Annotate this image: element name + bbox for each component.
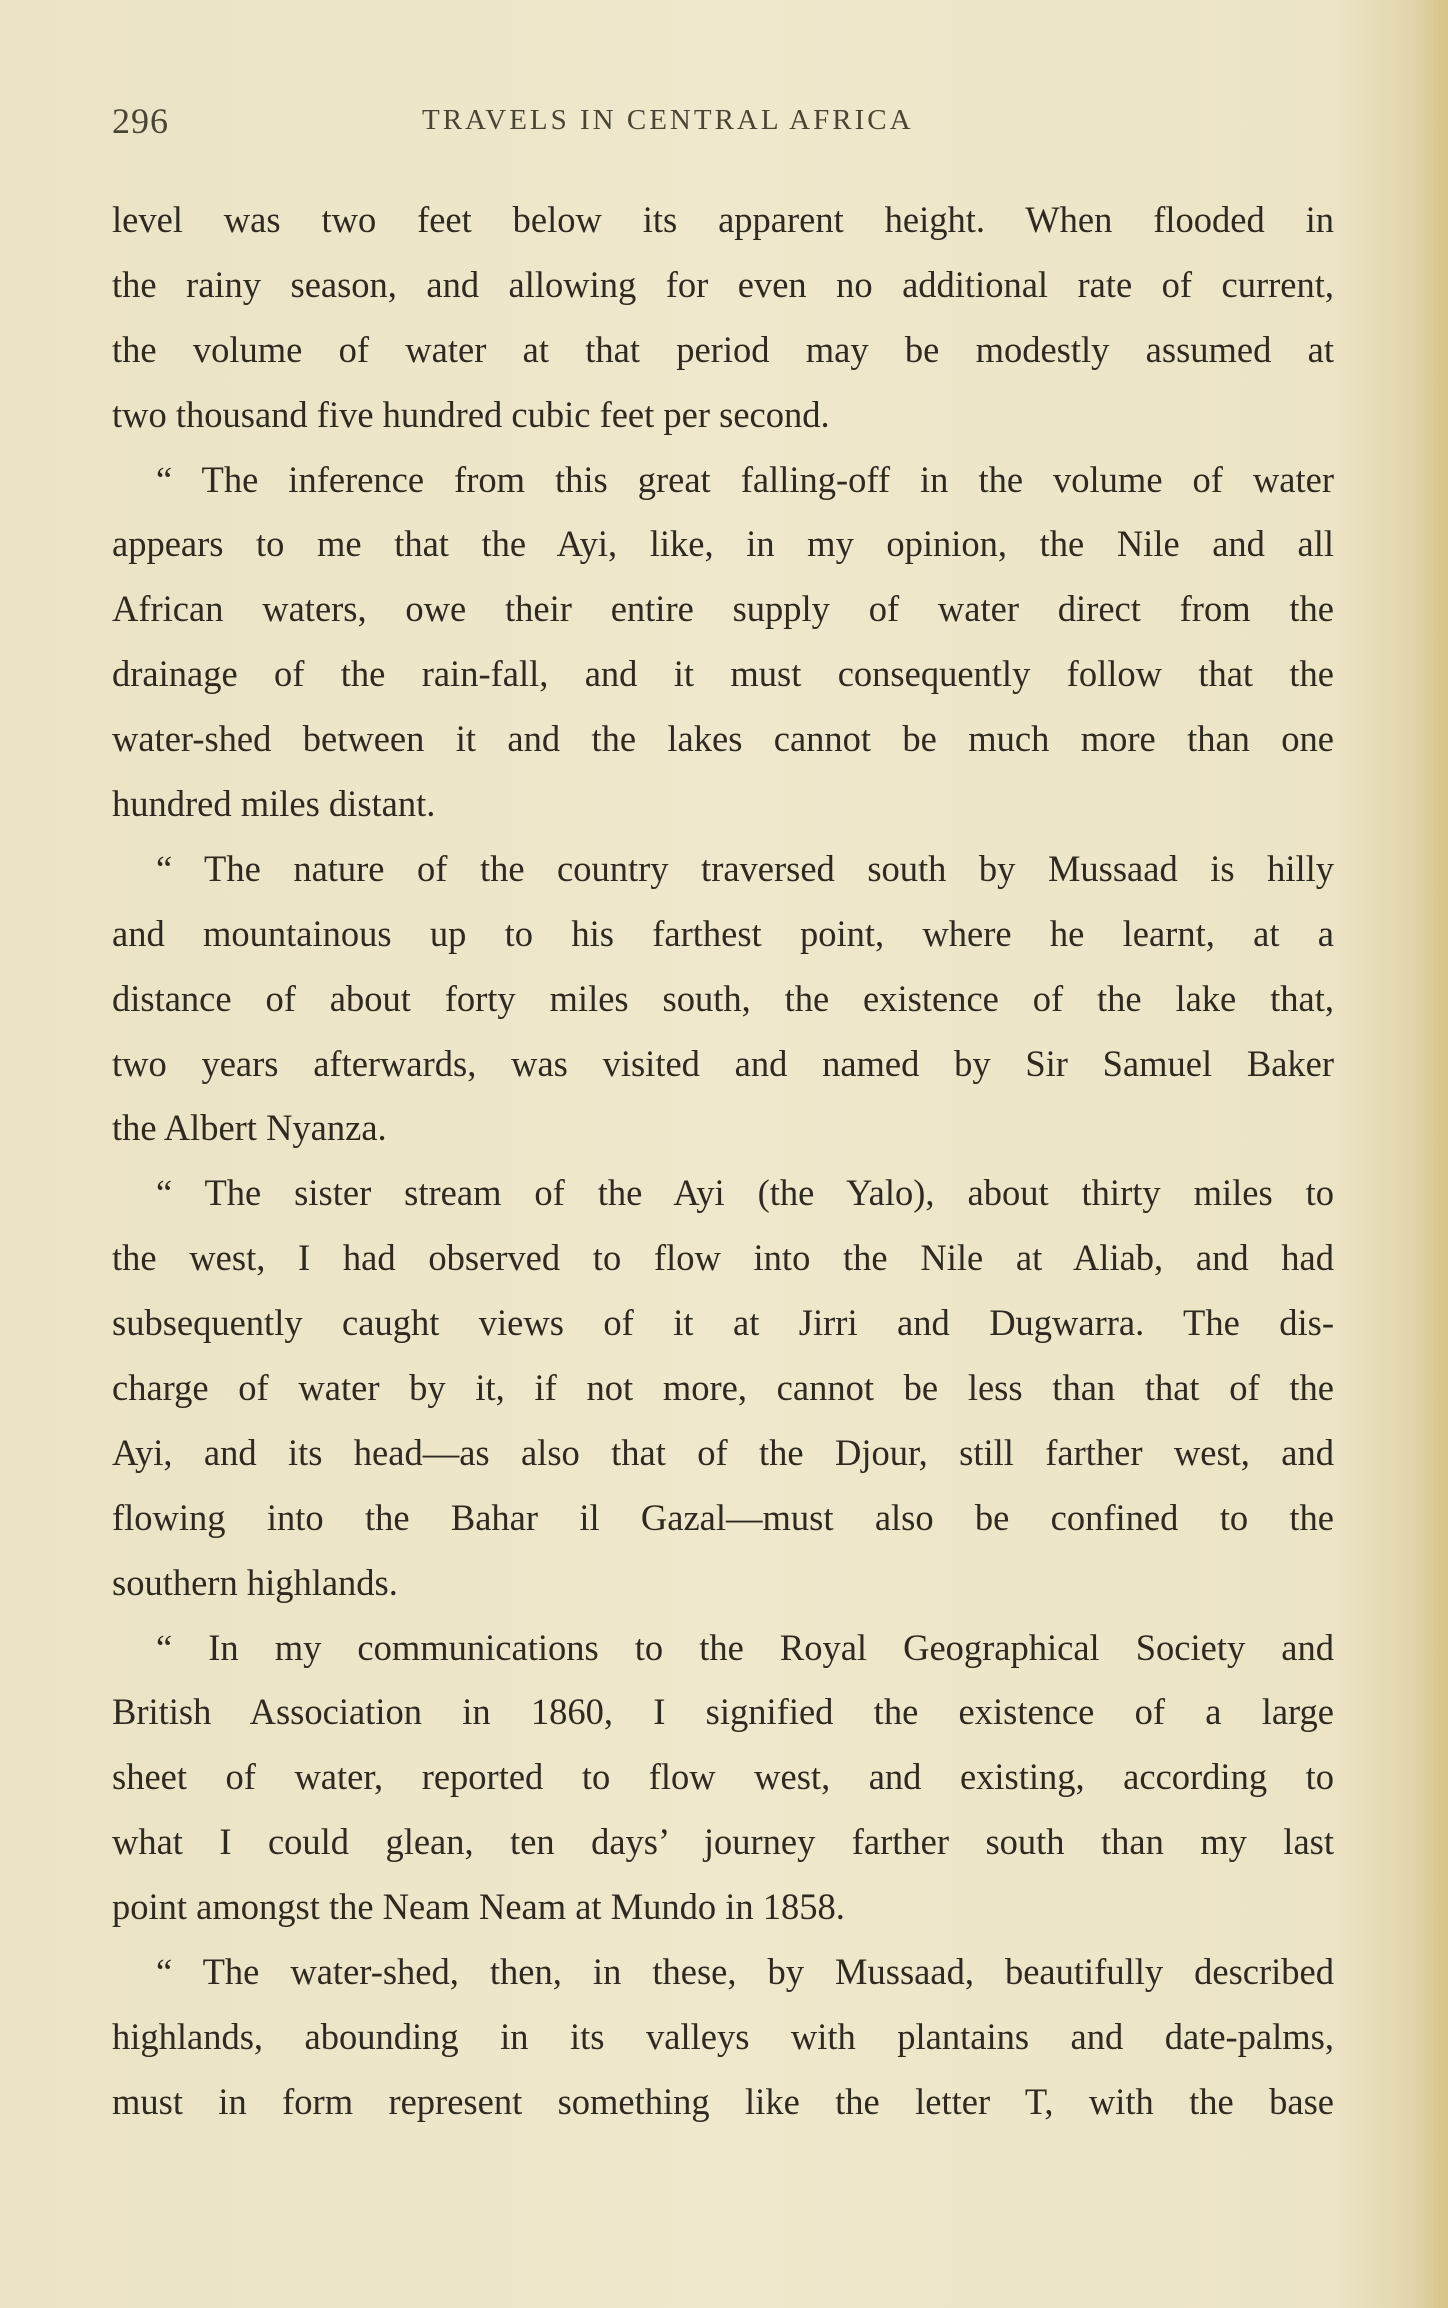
page-number: 296	[112, 101, 169, 141]
text-line: “ The inference from this great falling-off in the volume of water	[156, 458, 1334, 500]
text-line: “ In my communications to the Royal Geographical Society and	[156, 1626, 1334, 1668]
text-line: flowing into the Bahar il Gazal—must also be confined to the	[112, 1496, 1334, 1538]
text-line: charge of water by it, if not more, cannot be less than that of the	[112, 1367, 1334, 1409]
text-line: hundred miles distant.	[112, 783, 436, 825]
text-line: drainage of the rain-fall, and it must consequently follow that the	[112, 653, 1334, 695]
text-line: highlands, abounding in its valleys with plantains and date-palms,	[112, 2015, 1334, 2057]
text-line: what I could glean, ten days’ journey farther south than my last	[112, 1821, 1334, 1863]
text-line: and mountainous up to his farthest point, where he learnt, at a	[112, 912, 1334, 954]
text-line: “ The nature of the country traversed south by Mussaad is hilly	[156, 847, 1334, 889]
text-line: subsequently caught views of it at Jirri and Dugwarra. The dis-	[112, 1302, 1334, 1344]
text-line: African waters, owe their entire supply of water direct from the	[112, 588, 1334, 630]
page-header	[112, 100, 1022, 150]
text-line: Ayi, and its head—as also that of the Djour, still farther west, and	[112, 1431, 1334, 1473]
text-line: must in form represent something like the letter T, with the base	[112, 2080, 1334, 2122]
text-line: appears to me that the Ayi, like, in my opinion, the Nile and all	[112, 523, 1334, 565]
text-line: “ The sister stream of the Ayi (the Yalo), about thirty miles to	[156, 1172, 1334, 1214]
text-line: two years afterwards, was visited and named by Sir Samuel Baker	[112, 1042, 1334, 1084]
text-line: point amongst the Neam Neam at Mundo in 1858.	[112, 1886, 845, 1928]
text-line: British Association in 1860, I signified the existence of a large	[112, 1691, 1334, 1733]
page-edge-shadow	[1420, 0, 1448, 2308]
text-line: southern highlands.	[112, 1561, 398, 1603]
text-line: water-shed between it and the lakes cannot be much more than one	[112, 718, 1334, 760]
running-head: TRAVELS IN CENTRAL AFRICA	[422, 104, 914, 136]
text-line: level was two feet below its apparent height. When flooded in	[112, 199, 1334, 240]
text-line: the volume of water at that period may be modestly assumed at	[112, 328, 1334, 370]
body-text	[112, 188, 1334, 2135]
text-line: sheet of water, reported to flow west, and existing, according to	[112, 1756, 1334, 1798]
text-line: the Albert Nyanza.	[112, 1107, 387, 1149]
text-line: distance of about forty miles south, the existence of the lake that,	[112, 977, 1334, 1019]
text-line: “ The water-shed, then, in these, by Mussaad, beautifully described	[156, 1951, 1334, 1993]
text-line: the rainy season, and allowing for even no additional rate of current,	[112, 263, 1334, 305]
text-line: two thousand five hundred cubic feet per second.	[112, 393, 830, 435]
text-line: the west, I had observed to flow into the Nile at Aliab, and had	[112, 1237, 1334, 1279]
